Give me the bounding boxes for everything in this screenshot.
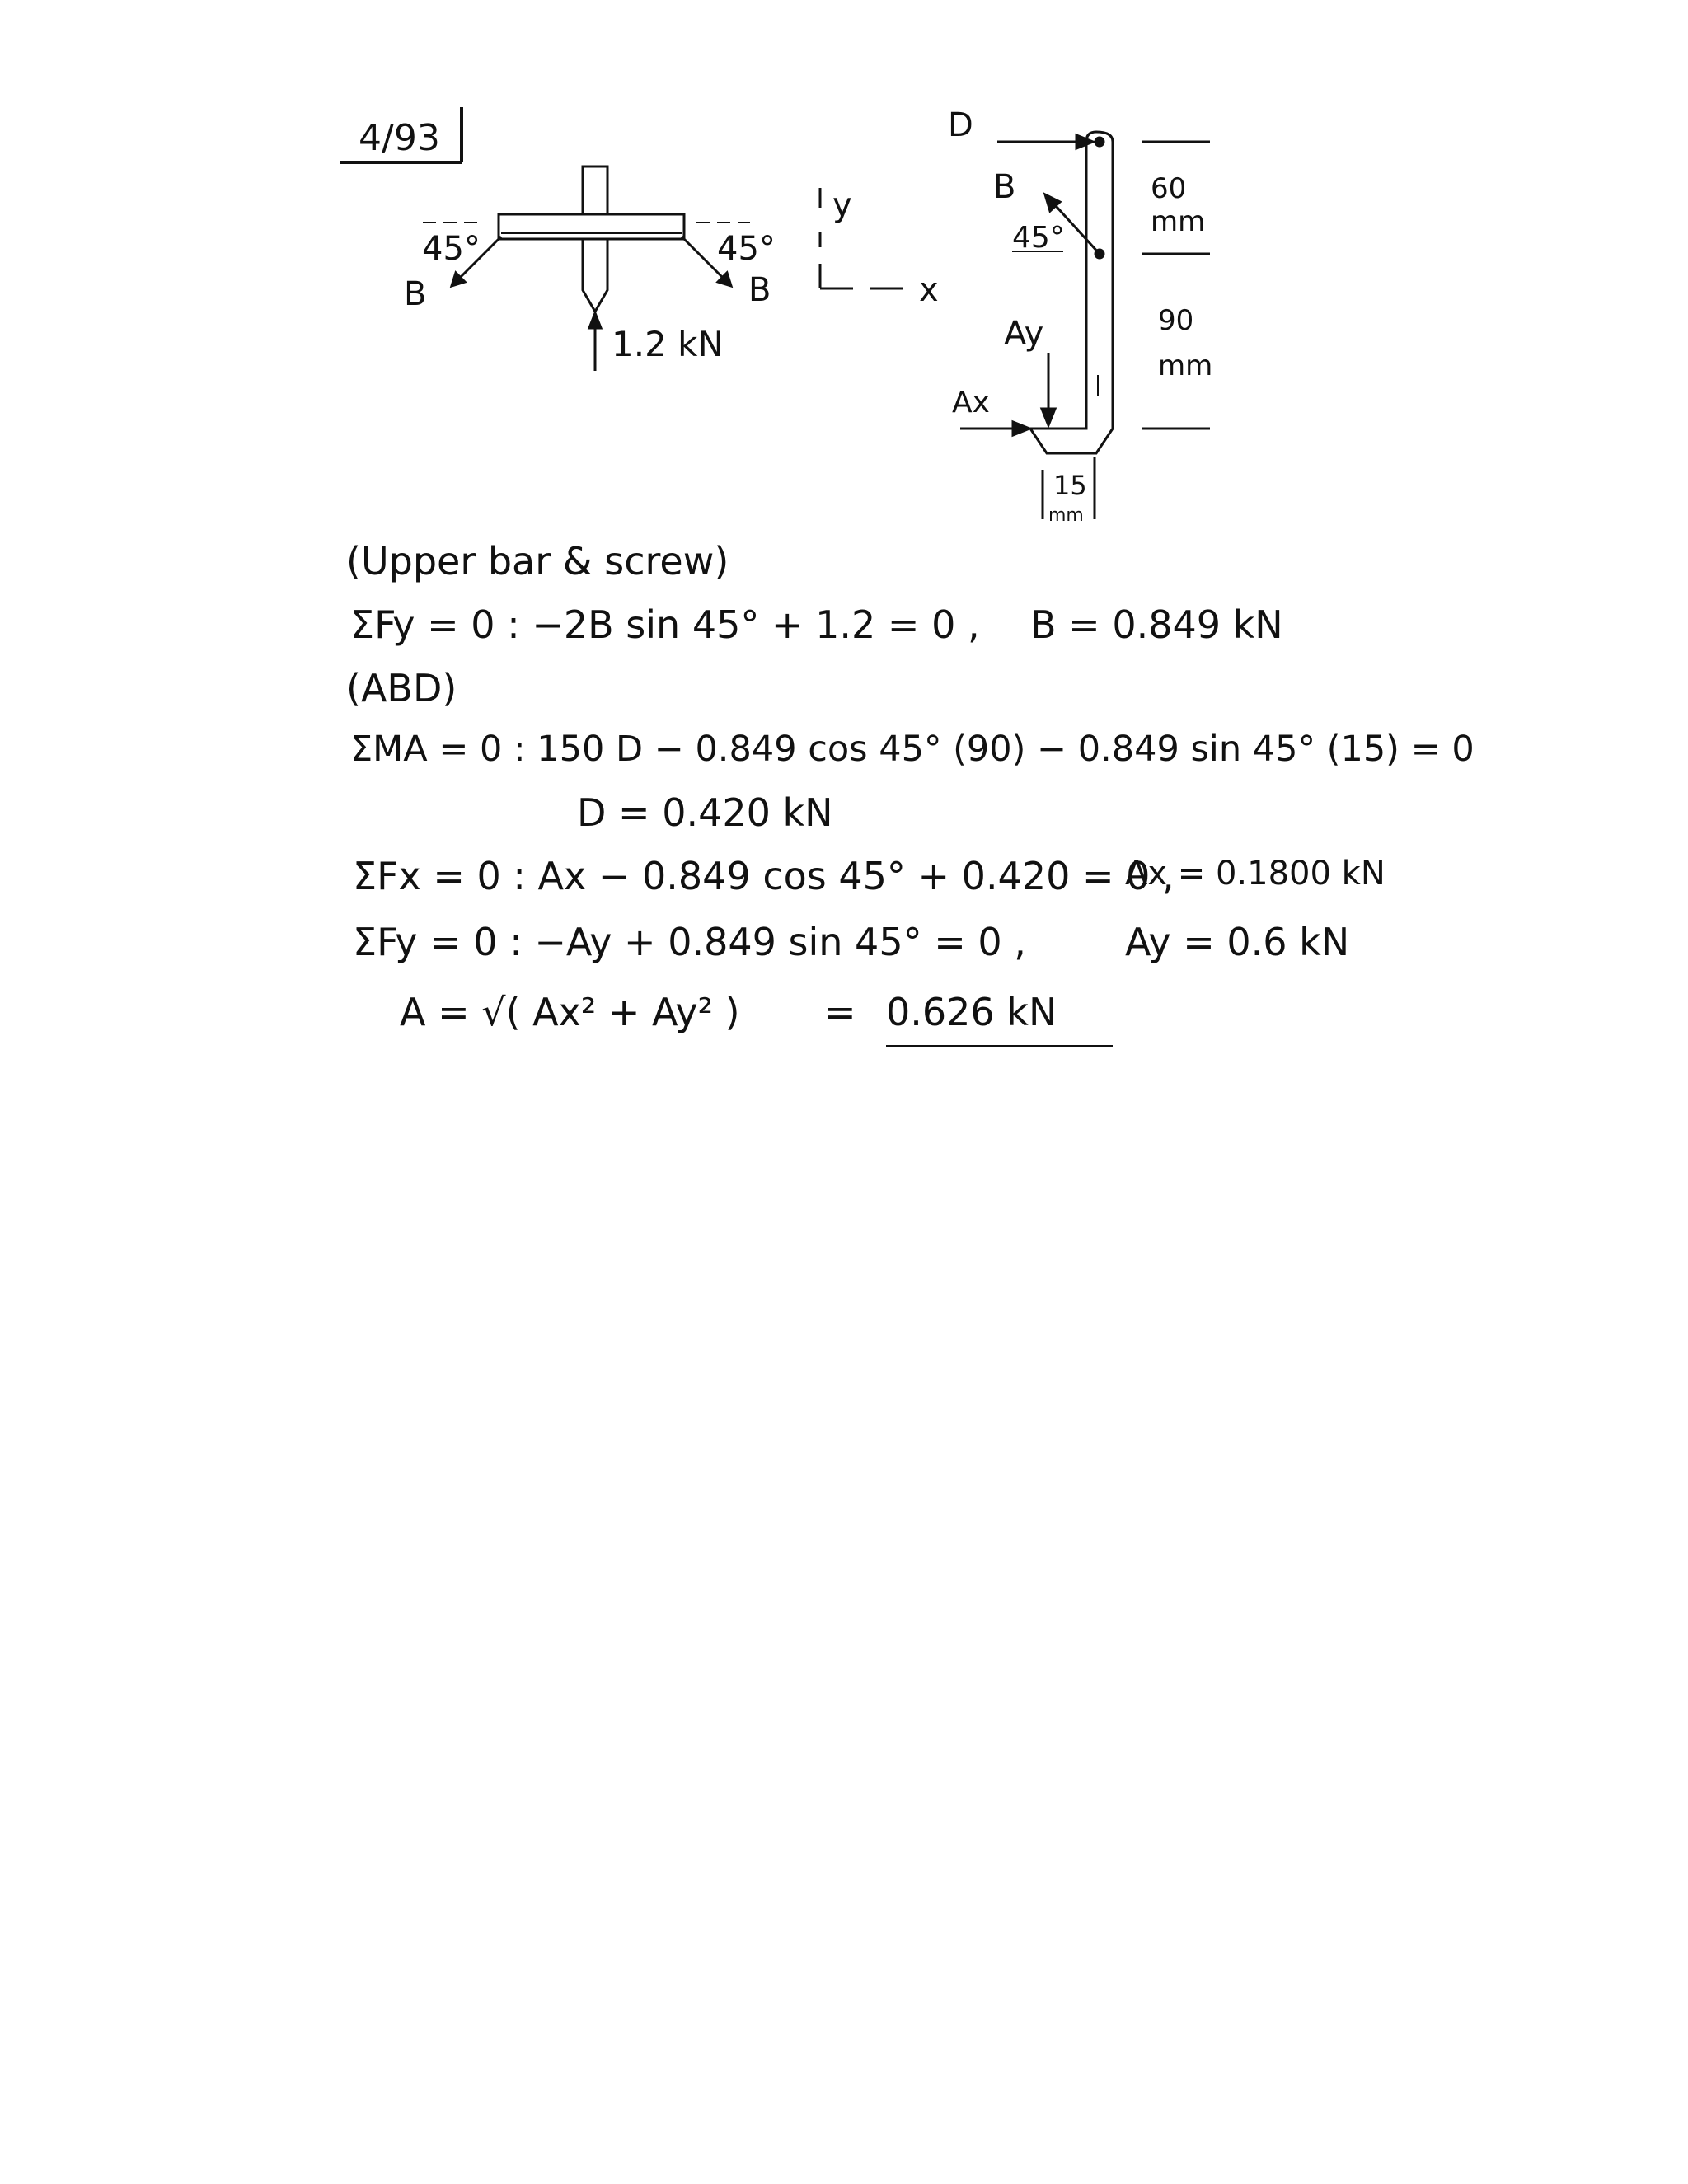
- axis-y-label: y: [832, 186, 852, 224]
- answer-underline: [886, 1045, 1113, 1047]
- problem-number-box: [340, 107, 462, 162]
- problem-number: 4/93: [359, 117, 440, 159]
- heading-abd: (ABD): [346, 666, 457, 710]
- equation-moment-a: ΣMA = 0 : 150 D − 0.849 cos 45° (90) − 0.849 sin 45° (15) = 0: [350, 729, 1475, 770]
- dim-lower-value: 90: [1158, 304, 1194, 337]
- label-b: B: [993, 168, 1016, 206]
- dim-bottom-value: 15: [1053, 470, 1087, 501]
- force-b-left-label: B: [404, 275, 427, 313]
- dim-upper-value: 60: [1151, 172, 1187, 205]
- label-ay: Ay: [1004, 315, 1044, 353]
- angle-left-label: 45°: [422, 230, 481, 268]
- label-ax: Ax: [952, 386, 990, 419]
- upper-bar: [499, 214, 684, 239]
- equation-fy: ΣFy = 0 : −Ay + 0.849 sin 45° = 0 ,: [353, 920, 1026, 964]
- equation-fx: ΣFx = 0 : Ax − 0.849 cos 45° + 0.420 = 0 ,: [353, 854, 1175, 898]
- screw-head: [583, 166, 607, 214]
- axis-x-label: x: [919, 271, 939, 309]
- dim-upper-unit: mm: [1151, 205, 1206, 238]
- dim-lower-unit: mm: [1158, 349, 1213, 382]
- result-b: B = 0.849 kN: [1030, 602, 1283, 647]
- result-ax: Ax = 0.1800 kN: [1125, 855, 1386, 893]
- bracket-body: [1030, 132, 1113, 453]
- force-b-right-label: B: [748, 271, 771, 309]
- equation-fy-upper: ΣFy = 0 : −2B sin 45° + 1.2 = 0 ,: [350, 602, 980, 647]
- angle-b-label: 45°: [1012, 221, 1065, 255]
- screw-shank: [583, 239, 607, 312]
- result-a: 0.626 kN: [886, 990, 1057, 1034]
- heading-upper-bar-screw: (Upper bar & screw): [346, 539, 729, 583]
- label-d: D: [948, 106, 973, 144]
- dim-bottom-unit: mm: [1048, 505, 1084, 526]
- angle-right-label: 45°: [717, 230, 776, 268]
- applied-force-label: 1.2 kN: [612, 324, 724, 364]
- result-d: D = 0.420 kN: [577, 790, 833, 835]
- result-ay: Ay = 0.6 kN: [1125, 920, 1350, 964]
- equation-a-equals: =: [824, 990, 856, 1034]
- equation-a-magnitude: A = √( Ax² + Ay² ): [400, 990, 740, 1034]
